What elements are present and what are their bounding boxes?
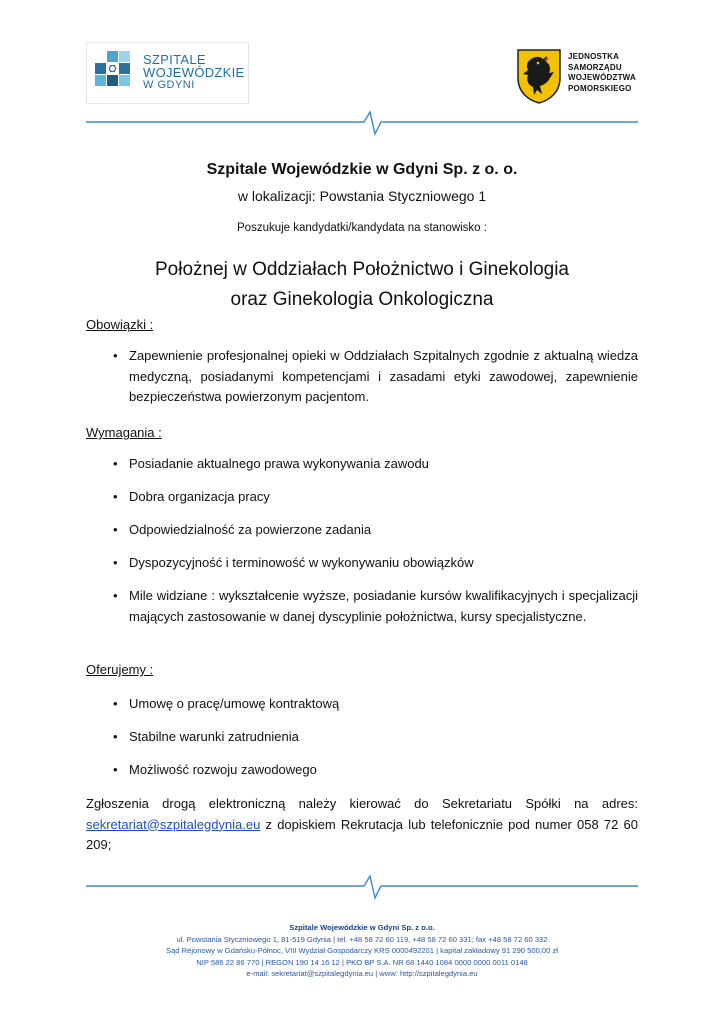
requirements-list-item	[113, 487, 638, 508]
duties-heading: Obowiązki :	[86, 317, 154, 332]
offer-list-item	[113, 694, 638, 715]
bullet-icon: •	[113, 456, 118, 471]
requirements-list-item	[113, 520, 638, 541]
duties-item-text: Zapewnienie profesjonalnej opieki w Oddziałach Szpitalnych zgodnie z aktualną wiedza medyczną, posiadanymi kompetencjami i zasadami etyki zawodowej, zapewnienie bezpieczeństwa powierzonym pacjentom.	[129, 348, 638, 404]
offer-list-item	[113, 760, 638, 781]
duties-list-item	[113, 346, 638, 408]
requirements-heading: Wymagania :	[86, 425, 162, 440]
footer-registry: Sąd Rejonowy w Gdańsku-Północ, VIII Wydział Gospodarczy KRS 0000492201 | kapitał zakładowy 91 290 500,00 zł	[166, 946, 558, 955]
requirements-item-text: Dobra organizacja pracy	[129, 489, 270, 504]
region-crest-text	[568, 52, 636, 94]
pomorskie-griffin-crest-icon	[516, 48, 562, 104]
bullet-icon: •	[113, 762, 118, 777]
bullet-icon: •	[113, 729, 118, 744]
offer-item-text: Możliwość rozwoju zawodowego	[129, 762, 317, 777]
footer-divider	[86, 870, 638, 900]
position-title-line-2: oraz Ginekologia Onkologiczna	[230, 289, 494, 310]
footer-tax-ids: NIP 586 22 86 770 | REGON 190 14 16 12 | PKO BP S.A. NR 68 1440 1084 0000 0000 0011 0148	[196, 957, 528, 967]
logo-line-3: W GDYNI	[143, 79, 195, 91]
requirements-item-text: Dyspozycyjność i terminowość w wykonywaniu obowiązków	[129, 555, 474, 570]
requirements-list-item	[113, 553, 638, 574]
organization-name: Szpitale Wojewódzkie w Gdyni Sp. z o. o.	[206, 161, 518, 178]
offer-heading: Oferujemy :	[86, 662, 154, 677]
offer-item-text: Stabilne warunki zatrudnienia	[129, 729, 299, 744]
bullet-icon: •	[113, 348, 118, 363]
header-divider	[86, 106, 638, 136]
company-footer	[86, 922, 638, 980]
requirements-list-item	[113, 454, 638, 475]
application-instructions	[86, 794, 638, 856]
location-line: w lokalizacji: Powstania Styczniowego 1	[237, 188, 487, 204]
email-link[interactable]: sekretariat@szpitalegdynia.eu	[86, 816, 261, 832]
requirements-item-text: Posiadanie aktualnego prawa wykonywania zawodu	[129, 456, 429, 471]
bullet-icon: •	[113, 588, 118, 603]
hospital-logo	[86, 42, 249, 104]
position-title	[86, 255, 638, 315]
region-crest-logo	[516, 48, 646, 108]
position-title-line-1: Położnej w Oddziałach Położnictwo i Ginekologia	[154, 259, 569, 280]
footer-title: Szpitale Wojewódzkie w Gdyni Sp. z o.o.	[289, 923, 435, 932]
logo-line-1: SZPITALE	[143, 52, 206, 67]
footer-address: ul. Powstania Styczniowego 1, 81-519 Gdynia | tel. +48 58 72 60 119, +48 58 72 60 331; fax +48 58 72 60 332	[176, 934, 548, 944]
requirements-list-item	[113, 586, 638, 627]
crest-line-4: POMORSKIEGO	[568, 83, 632, 93]
bullet-icon: •	[113, 555, 118, 570]
requirements-item-text: Odpowiedzialność za powierzone zadania	[129, 522, 372, 537]
bullet-icon: •	[113, 522, 118, 537]
closing-text-after: z dopiskiem Rekrutacja lub telefonicznie pod numer 058 72 60 209;	[86, 816, 638, 852]
closing-text-before: Zgłoszenia drogą elektroniczną należy kierować do Sekretariatu Spółki na adres:	[86, 796, 638, 811]
hospital-logo-text	[143, 53, 245, 92]
bullet-icon: •	[113, 696, 118, 711]
offer-item-text: Umowę o pracę/umowę kontraktową	[129, 696, 340, 711]
bullet-icon: •	[113, 489, 118, 504]
crest-line-1: JEDNOSTKA	[568, 52, 620, 61]
crest-line-3: WOJEWÓDZTWA	[568, 73, 636, 82]
footer-contact: e-mail: sekretariat@szpitalegdynia.eu | www: http://szpitalegdynia.eu	[246, 969, 478, 978]
offer-list-item	[113, 727, 638, 748]
crest-line-2: SAMORZĄDU	[568, 62, 622, 72]
requirements-item-text: Mile widziane : wykształcenie wyższe, posiadanie kursów kwalifikacyjnych i specjalizacji mających zastosowanie w danej dyscyplinie położnictwa, kursy specjalistyczne.	[129, 588, 638, 624]
seeking-line: Poszukuje kandydatki/kandydata na stanowisko :	[237, 222, 487, 234]
logo-line-2: WOJEWÓDZKIE	[143, 65, 245, 80]
hospital-cross-logo-icon	[95, 51, 139, 95]
